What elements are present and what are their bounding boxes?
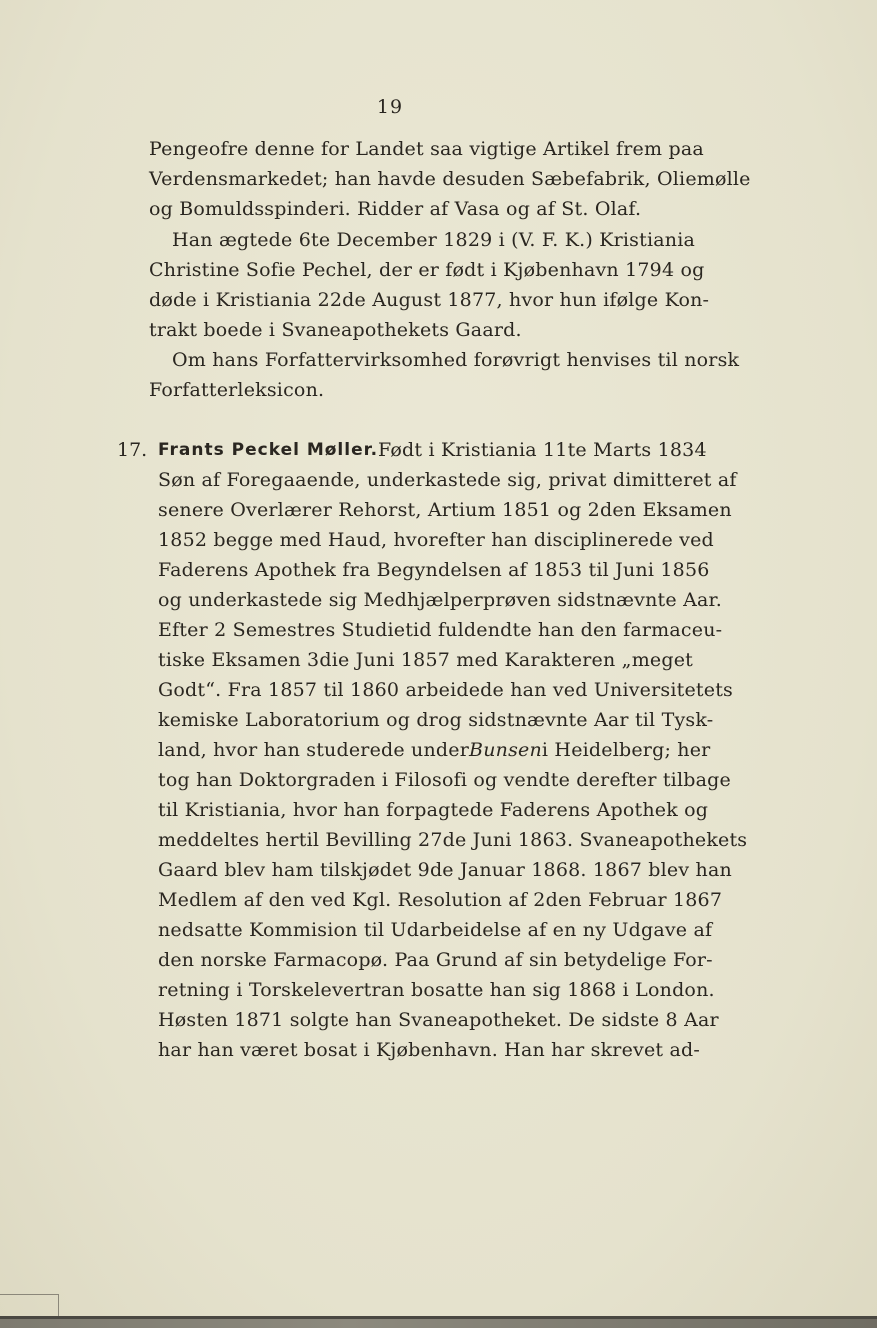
text-line: kemiske Laboratorium og drog sidstnævnte Aar til Tysk- [158,709,714,731]
text-line: til Kristiania, hvor han forpagtede Faderens Apothek og [158,799,709,821]
entry-number: 17. [117,439,148,461]
text-line: Faderens Apothek fra Begyndelsen af 1853 til Juni 1856 [158,559,710,581]
text-line: og underkastede sig Medhjælperprøven sidstnævnte Aar. [158,589,722,611]
text-line: døde i Kristiania 22de August 1877, hvor hun ifølge Kon- [149,289,710,311]
text-line: Han ægtede 6te December 1829 i (V. F. K.) Kristiania [172,229,696,251]
text-line: Christine Sofie Pechel, der er født i Kjøbenhavn 1794 og [149,259,705,281]
scan-corner-mark [0,1294,59,1317]
entry-first-line-text: Født i Kristiania 11te Marts 1834 [378,439,707,461]
text-line: Forfatterleksicon. [149,379,325,401]
name-bunsen: Bunsen [469,739,542,761]
text-line: Om hans Forfattervirksomhed forøvrigt henvises til norsk [172,349,740,371]
text-line: Pengeofre denne for Landet saa vigtige Artikel frem paa [149,138,704,160]
text-line: Gaard blev ham tilskjødet 9de Januar 1868. 1867 blev han [158,859,732,881]
text-line: Medlem af den ved Kgl. Resolution af 2den Februar 1867 [158,889,723,911]
text-line: tiske Eksamen 3die Juni 1857 med Karakteren „meget [158,649,694,671]
text-fragment: i Heidelberg; her [541,739,711,761]
text-line: og Bomuldsspinderi. Ridder af Vasa og af St. Olaf. [149,198,642,220]
text-line: meddeltes hertil Bevilling 27de Juni 1863. Svaneapothekets [158,829,748,851]
text-line: nedsatte Kommision til Udarbeidelse af en ny Udgave af [158,919,713,941]
text-line: Efter 2 Semestres Studietid fuldendte han den farmaceu- [158,619,723,641]
text-line: har han været bosat i Kjøbenhavn. Han har skrevet ad- [158,1039,700,1061]
text-line: Verdensmarkedet; han havde desuden Sæbefabrik, Oliemølle [149,168,751,190]
text-line: senere Overlærer Rehorst, Artium 1851 og 2den Eksamen [158,499,732,521]
text-fragment: land, hvor han studerede under [158,739,470,761]
text-line: trakt boede i Svaneapothekets Gaard. [149,319,522,341]
text-line: Godt“. Fra 1857 til 1860 arbeidede han ved Universitetets [158,679,733,701]
text-line: retning i Torskelevertran bosatte han sig 1868 i London. [158,979,715,1001]
text-line: den norske Farmacopø. Paa Grund af sin betydelige For- [158,949,713,971]
text-line: Høsten 1871 solgte han Svaneapotheket. De sidste 8 Aar [158,1009,719,1031]
text-line: 1852 begge med Haud, hvorefter han disciplinerede ved [158,529,714,551]
text-line: Søn af Foregaaende, underkastede sig, privat dimitteret af [158,469,737,491]
page-number: 19 [376,96,404,118]
entry-heading-line [158,435,707,465]
text-line: tog han Doktorgraden i Filosofi og vendte derefter tilbage [158,769,731,791]
entry-name: Frants Peckel Møller. [158,440,379,460]
text-line [158,735,711,765]
scan-edge-strip [0,1319,877,1328]
